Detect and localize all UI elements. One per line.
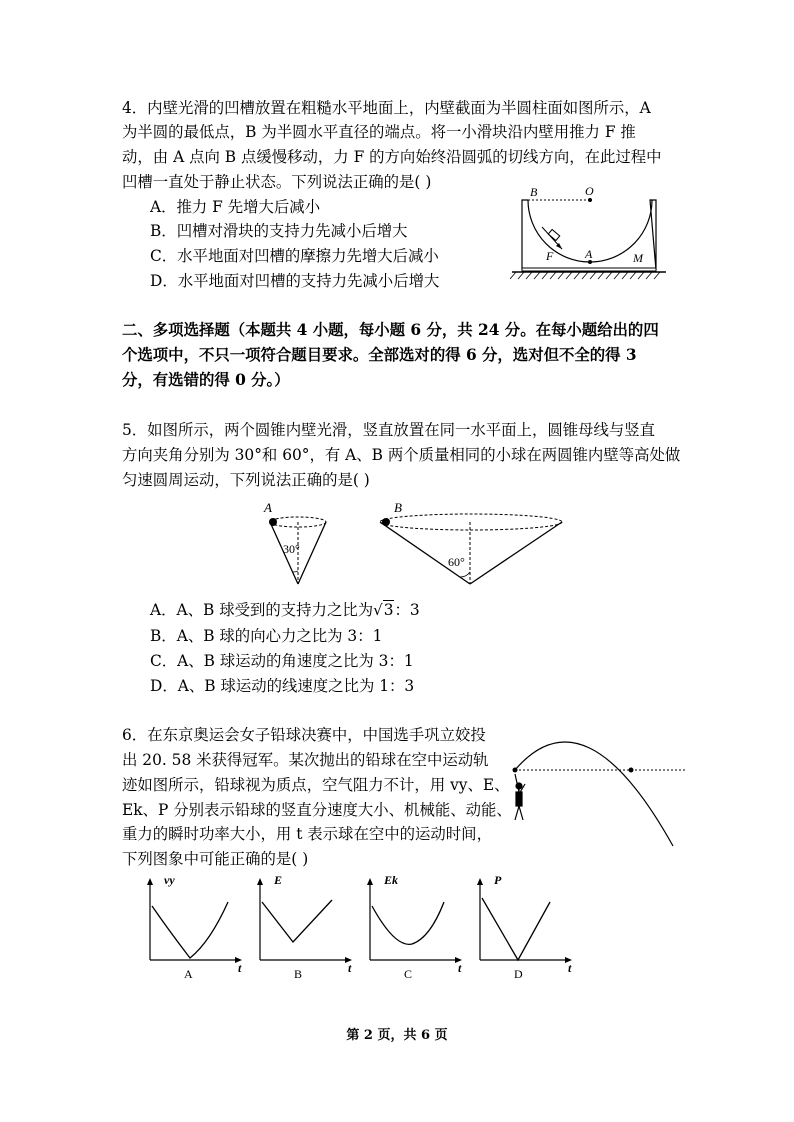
graph-b-xlabel: t <box>348 961 352 975</box>
q5-line-2: 方向夹角分别为 30°和 60°，有 A、B 两个质量相同的小球在两圆锥内壁等高处做 <box>122 446 681 464</box>
q4-line-4: 凹槽一直处于静止状态。下列说法正确的是( ) <box>122 173 432 191</box>
graph-c <box>367 873 462 981</box>
q6-line-2: 出 20. 58 米获得冠军。某次抛出的铅球在空中运动轨 <box>122 751 489 769</box>
section2-line-3: 分，有选错的得 0 分。） <box>122 371 290 389</box>
graph-a-xlabel: t <box>238 961 242 975</box>
q4-option-d: D．水平地面对凹槽的支持力先减小后增大 <box>150 272 440 290</box>
q5-line-3: 匀速圆周运动，下列说法正确的是( ) <box>122 471 370 489</box>
q4-line-3: 动，由 A 点向 B 点缓慢移动，力 F 的方向始终沿圆弧的切线方向，在此过程中 <box>122 148 662 166</box>
section2-line-1: 二、多项选择题（本题共 4 小题，每小题 6 分，共 24 分。在每小题给出的四 <box>122 321 659 339</box>
q5-option-a-prefix: A．A、B 球受到的支持力之比为 <box>150 601 374 619</box>
q6-line-3: 迹如图所示，铅球视为质点，空气阻力不计，用 vy、E、 <box>122 776 510 794</box>
graph-b-caption: B <box>294 967 303 981</box>
graph-d <box>477 873 572 981</box>
q4-option-b: B．凹槽对滑块的支持力先减小后增大 <box>150 222 408 240</box>
q5-option-a <box>150 600 420 620</box>
q6-line-5: 重力的瞬时功率大小，用 t 表示球在空中的运动时间， <box>122 825 492 843</box>
q5-angle-60: 60° <box>448 555 465 569</box>
q4-option-c: C．水平地面对凹槽的摩擦力先增大后减小 <box>150 247 439 265</box>
section2-line-2: 个选项中，不只一项符合题目要求。全部选对的得 6 分，选对但不全的得 3 <box>122 346 637 364</box>
q6-line-6: 下列图象中可能正确的是( ) <box>122 850 309 868</box>
q5-option-c: C．A、B 球运动的角速度之比为 3：1 <box>150 652 414 670</box>
q5-label-b: B <box>394 500 402 515</box>
q4-line-1: 4．内壁光滑的凹槽放置在粗糙水平地面上，内壁截面为半圆柱面如图所示，A <box>122 99 651 117</box>
graph-c-xlabel: t <box>458 961 462 975</box>
sqrt-sign: √ <box>373 601 383 619</box>
q5-label-a: A <box>264 500 272 515</box>
graph-a-caption: A <box>184 967 193 981</box>
q4-label-b: B <box>530 185 538 199</box>
q5-option-b: B．A、B 球的向心力之比为 3：1 <box>150 627 383 645</box>
graph-c-caption: C <box>404 967 413 981</box>
q6-line-1: 6．在东京奥运会女子铅球决赛中，中国选手巩立姣投 <box>122 726 486 744</box>
q5-option-d: D．A、B 球运动的线速度之比为 1：3 <box>150 677 415 695</box>
graph-c-ylabel: Ek <box>384 873 399 887</box>
q4-label-f: F <box>546 249 554 263</box>
graph-b <box>257 873 352 981</box>
q6-line-4: Ek、P 分别表示铅球的竖直分速度大小、机械能、动能、 <box>122 801 512 819</box>
q4-label-o: O <box>585 184 594 198</box>
graph-b-ylabel: E <box>274 873 283 887</box>
graph-d-ylabel: P <box>494 873 502 887</box>
q4-line-2: 为半圆的最低点，B 为半圆水平直径的端点。将一小滑块沿内壁用推力 F 推 <box>122 123 636 141</box>
q4-option-a: A．推力 F 先增大后减小 <box>150 198 321 216</box>
q4-label-m: M <box>633 251 643 265</box>
graph-d-caption: D <box>514 967 523 981</box>
q6-graphs <box>140 872 590 984</box>
q5-angle-30: 30° <box>283 542 300 556</box>
q5-line-1: 5．如图所示，两个圆锥内壁光滑，竖直放置在同一水平面上，圆锥母线与竖直 <box>122 421 656 439</box>
athlete-figure <box>515 774 525 820</box>
q4-label-a: A <box>585 247 593 261</box>
page-footer: 第 2 页，共 6 页 <box>346 1028 448 1043</box>
q6-trajectory-figure <box>505 728 695 848</box>
graph-a <box>147 873 242 981</box>
q4-groove-figure <box>510 182 670 284</box>
graph-a-ylabel: vy <box>164 873 175 887</box>
q5-option-a-suffix: ：3 <box>394 601 420 619</box>
graph-d-xlabel: t <box>568 961 572 975</box>
q5-option-a-root: 3 <box>383 601 394 619</box>
q5-cones-figure <box>250 496 580 592</box>
